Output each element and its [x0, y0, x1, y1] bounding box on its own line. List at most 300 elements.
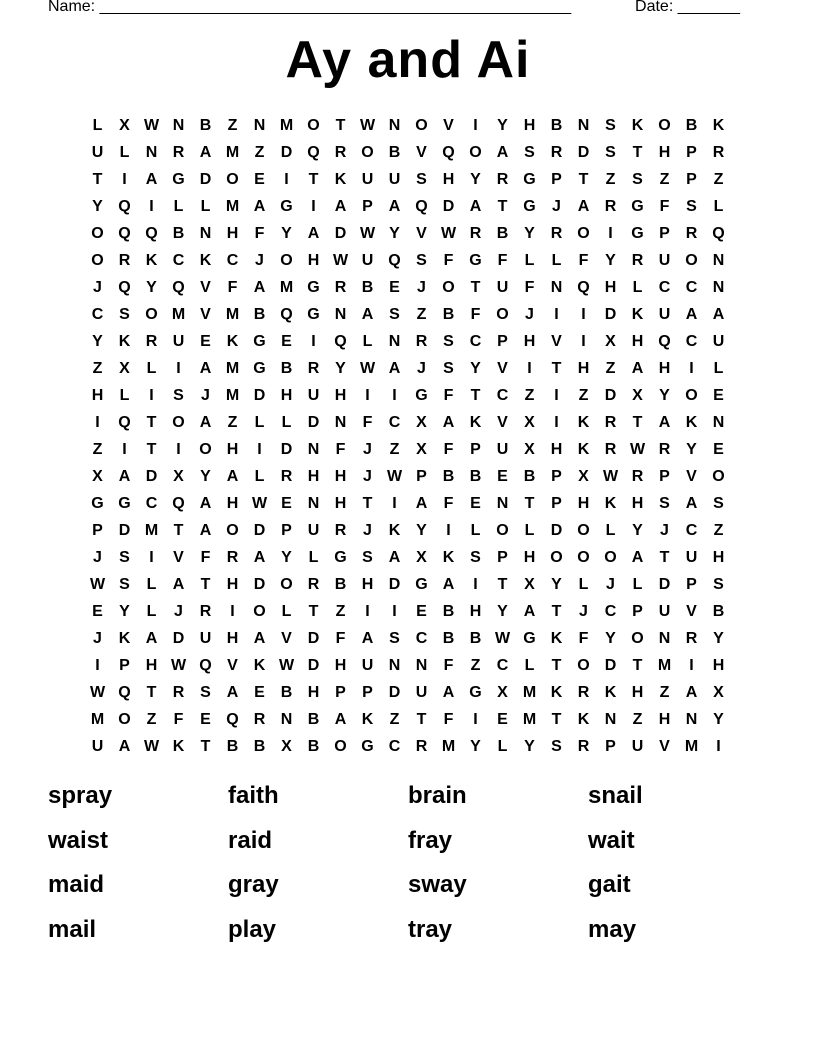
grid-letter[interactable]: Y	[524, 225, 535, 242]
grid-letter[interactable]: H	[280, 387, 293, 404]
grid-letter[interactable]: A	[199, 495, 212, 512]
grid-letter[interactable]: U	[658, 252, 671, 269]
grid-letter[interactable]: Y	[551, 576, 562, 593]
grid-letter[interactable]: C	[145, 495, 158, 512]
grid-letter[interactable]: L	[524, 657, 535, 674]
grid-letter[interactable]: I	[554, 414, 559, 431]
grid-letter[interactable]: V	[686, 603, 697, 620]
grid-letter[interactable]: F	[335, 441, 346, 458]
grid-letter[interactable]: O	[712, 468, 725, 485]
grid-letter[interactable]: U	[658, 603, 671, 620]
grid-letter[interactable]: J	[606, 576, 615, 593]
grid-letter[interactable]: Q	[172, 279, 185, 296]
grid-letter[interactable]: H	[91, 387, 104, 404]
grid-letter[interactable]: Y	[119, 603, 130, 620]
grid-letter[interactable]: W	[332, 252, 349, 269]
grid-letter[interactable]: W	[602, 468, 619, 485]
grid-letter[interactable]: H	[658, 711, 671, 728]
grid-letter[interactable]: F	[335, 630, 346, 647]
grid-letter[interactable]: I	[122, 171, 127, 188]
grid-letter[interactable]: T	[632, 414, 643, 431]
grid-letter[interactable]: D	[442, 198, 455, 215]
grid-letter[interactable]: G	[361, 738, 374, 755]
grid-letter[interactable]: A	[442, 684, 455, 701]
grid-letter[interactable]: E	[713, 387, 724, 404]
grid-letter[interactable]: B	[307, 711, 320, 728]
grid-letter[interactable]: K	[550, 684, 563, 701]
grid-letter[interactable]: B	[361, 279, 374, 296]
grid-letter[interactable]: C	[685, 522, 698, 539]
grid-letter[interactable]: T	[632, 144, 643, 161]
grid-letter[interactable]: Y	[497, 603, 508, 620]
grid-letter[interactable]: K	[712, 117, 725, 134]
grid-letter[interactable]: C	[496, 657, 509, 674]
grid-letter[interactable]: L	[605, 522, 616, 539]
grid-letter[interactable]: B	[496, 225, 509, 242]
grid-letter[interactable]: U	[361, 252, 374, 269]
grid-letter[interactable]: R	[550, 225, 563, 242]
grid-letter[interactable]: Z	[605, 360, 616, 377]
grid-letter[interactable]: C	[91, 306, 104, 323]
grid-letter[interactable]: S	[200, 684, 211, 701]
grid-letter[interactable]: F	[254, 225, 265, 242]
grid-letter[interactable]: U	[361, 657, 374, 674]
grid-letter[interactable]: F	[443, 657, 454, 674]
grid-letter[interactable]: I	[554, 306, 559, 323]
grid-letter[interactable]: K	[631, 306, 644, 323]
grid-letter[interactable]: N	[172, 117, 185, 134]
grid-letter[interactable]: H	[712, 549, 725, 566]
grid-letter[interactable]: U	[658, 306, 671, 323]
grid-letter[interactable]: G	[469, 684, 482, 701]
grid-letter[interactable]: O	[145, 306, 158, 323]
grid-letter[interactable]: O	[307, 117, 320, 134]
grid-letter[interactable]: H	[631, 333, 644, 350]
grid-letter[interactable]: X	[605, 333, 616, 350]
grid-letter[interactable]: U	[496, 279, 509, 296]
grid-letter[interactable]: K	[118, 333, 131, 350]
grid-letter[interactable]: J	[93, 549, 102, 566]
grid-letter[interactable]: B	[550, 117, 563, 134]
grid-letter[interactable]: W	[359, 225, 376, 242]
grid-letter[interactable]: F	[443, 711, 454, 728]
grid-letter[interactable]: T	[470, 279, 481, 296]
grid-letter[interactable]: N	[388, 333, 401, 350]
grid-letter[interactable]: I	[473, 576, 478, 593]
grid-letter[interactable]: M	[279, 117, 294, 134]
grid-letter[interactable]: G	[307, 279, 320, 296]
grid-letter[interactable]: A	[388, 198, 401, 215]
grid-letter[interactable]: T	[416, 711, 427, 728]
grid-letter[interactable]: C	[604, 603, 617, 620]
grid-letter[interactable]: A	[172, 576, 185, 593]
grid-letter[interactable]: X	[416, 441, 427, 458]
grid-letter[interactable]: Q	[712, 225, 725, 242]
grid-letter[interactable]: P	[335, 684, 346, 701]
grid-letter[interactable]: N	[577, 117, 590, 134]
grid-letter[interactable]: J	[93, 279, 102, 296]
grid-letter[interactable]: R	[334, 144, 347, 161]
grid-letter[interactable]: H	[226, 630, 239, 647]
grid-letter[interactable]: M	[522, 684, 537, 701]
grid-letter[interactable]: X	[632, 387, 643, 404]
grid-letter[interactable]: C	[388, 738, 401, 755]
grid-letter[interactable]: S	[632, 171, 643, 188]
grid-letter[interactable]: T	[308, 171, 319, 188]
grid-letter[interactable]: D	[604, 306, 617, 323]
grid-letter[interactable]: O	[442, 279, 455, 296]
grid-letter[interactable]: N	[280, 711, 293, 728]
grid-letter[interactable]: L	[713, 360, 724, 377]
grid-letter[interactable]: F	[497, 252, 508, 269]
grid-letter[interactable]: T	[200, 576, 211, 593]
grid-letter[interactable]: K	[145, 252, 158, 269]
grid-letter[interactable]: J	[525, 306, 534, 323]
grid-letter[interactable]: F	[578, 630, 589, 647]
grid-letter[interactable]: G	[415, 576, 428, 593]
grid-letter[interactable]: K	[226, 333, 239, 350]
grid-letter[interactable]: Z	[389, 441, 400, 458]
grid-letter[interactable]: T	[632, 657, 643, 674]
grid-letter[interactable]: Y	[713, 711, 724, 728]
grid-letter[interactable]: U	[631, 738, 644, 755]
grid-letter[interactable]: D	[172, 630, 185, 647]
grid-letter[interactable]: R	[199, 603, 212, 620]
grid-letter[interactable]: A	[685, 684, 698, 701]
grid-letter[interactable]: O	[496, 522, 509, 539]
grid-letter[interactable]: R	[307, 360, 320, 377]
grid-letter[interactable]: N	[253, 117, 266, 134]
grid-letter[interactable]: G	[415, 387, 428, 404]
grid-letter[interactable]: M	[90, 711, 105, 728]
date-field[interactable]: Date: _______	[635, 0, 740, 15]
grid-letter[interactable]: G	[523, 171, 536, 188]
grid-letter[interactable]: G	[523, 198, 536, 215]
grid-letter[interactable]: P	[362, 198, 373, 215]
grid-letter[interactable]: K	[604, 684, 617, 701]
grid-letter[interactable]: T	[308, 603, 319, 620]
grid-letter[interactable]: G	[334, 549, 347, 566]
grid-letter[interactable]: X	[119, 117, 130, 134]
grid-letter[interactable]: H	[577, 360, 590, 377]
grid-letter[interactable]: R	[172, 144, 185, 161]
grid-letter[interactable]: M	[225, 198, 240, 215]
grid-letter[interactable]: A	[226, 468, 239, 485]
grid-letter[interactable]: T	[146, 684, 157, 701]
grid-letter[interactable]: D	[307, 414, 320, 431]
grid-letter[interactable]: I	[392, 387, 397, 404]
grid-letter[interactable]: Q	[658, 333, 671, 350]
grid-letter[interactable]: E	[497, 468, 508, 485]
grid-letter[interactable]: U	[712, 333, 725, 350]
grid-letter[interactable]: B	[442, 306, 455, 323]
grid-letter[interactable]: Q	[118, 225, 131, 242]
grid-letter[interactable]: J	[552, 198, 561, 215]
grid-letter[interactable]: D	[253, 522, 266, 539]
grid-letter[interactable]: O	[334, 738, 347, 755]
grid-letter[interactable]: A	[442, 414, 455, 431]
grid-letter[interactable]: M	[225, 387, 240, 404]
grid-letter[interactable]: X	[173, 468, 184, 485]
grid-letter[interactable]: V	[497, 360, 508, 377]
grid-letter[interactable]: T	[92, 171, 103, 188]
grid-letter[interactable]: N	[658, 630, 671, 647]
grid-letter[interactable]: K	[577, 441, 590, 458]
grid-letter[interactable]: H	[307, 468, 320, 485]
grid-letter[interactable]: I	[311, 333, 316, 350]
grid-letter[interactable]: F	[524, 279, 535, 296]
grid-letter[interactable]: R	[118, 252, 131, 269]
grid-letter[interactable]: K	[172, 738, 185, 755]
grid-letter[interactable]: K	[469, 414, 482, 431]
grid-letter[interactable]: Y	[632, 522, 643, 539]
grid-letter[interactable]: S	[551, 738, 562, 755]
grid-letter[interactable]: T	[362, 495, 373, 512]
grid-letter[interactable]: P	[605, 738, 616, 755]
grid-letter[interactable]: H	[307, 684, 320, 701]
grid-letter[interactable]: L	[308, 549, 319, 566]
grid-letter[interactable]: N	[712, 414, 725, 431]
grid-letter[interactable]: M	[684, 738, 699, 755]
grid-letter[interactable]: G	[307, 306, 320, 323]
grid-letter[interactable]: B	[469, 630, 482, 647]
grid-letter[interactable]: T	[497, 198, 508, 215]
grid-letter[interactable]: J	[417, 360, 426, 377]
grid-letter[interactable]: Z	[227, 117, 238, 134]
grid-letter[interactable]: I	[149, 387, 154, 404]
grid-letter[interactable]: P	[416, 468, 427, 485]
grid-letter[interactable]: I	[446, 522, 451, 539]
grid-letter[interactable]: T	[551, 711, 562, 728]
grid-letter[interactable]: V	[200, 306, 211, 323]
grid-letter[interactable]: P	[551, 171, 562, 188]
grid-letter[interactable]: Q	[307, 144, 320, 161]
grid-letter[interactable]: H	[604, 279, 617, 296]
grid-letter[interactable]: S	[713, 576, 724, 593]
grid-letter[interactable]: H	[334, 495, 347, 512]
grid-letter[interactable]: Y	[524, 738, 535, 755]
grid-letter[interactable]: O	[685, 252, 698, 269]
grid-letter[interactable]: H	[226, 225, 239, 242]
grid-letter[interactable]: V	[416, 144, 427, 161]
grid-letter[interactable]: R	[685, 630, 698, 647]
grid-letter[interactable]: P	[632, 603, 643, 620]
grid-letter[interactable]: H	[334, 387, 347, 404]
grid-letter[interactable]: R	[631, 252, 644, 269]
grid-letter[interactable]: Z	[713, 171, 724, 188]
grid-letter[interactable]: I	[365, 387, 370, 404]
grid-letter[interactable]: W	[143, 117, 160, 134]
grid-letter[interactable]: Z	[227, 414, 238, 431]
grid-letter[interactable]: H	[523, 117, 536, 134]
grid-letter[interactable]: H	[469, 603, 482, 620]
grid-letter[interactable]: B	[253, 306, 266, 323]
grid-letter[interactable]: D	[253, 576, 266, 593]
grid-letter[interactable]: F	[443, 252, 454, 269]
name-field[interactable]: Name: _____________________________________________________	[48, 0, 572, 15]
grid-letter[interactable]: S	[389, 630, 400, 647]
grid-letter[interactable]: A	[334, 198, 347, 215]
grid-letter[interactable]: W	[251, 495, 268, 512]
grid-letter[interactable]: J	[417, 279, 426, 296]
grid-letter[interactable]: Y	[713, 630, 724, 647]
grid-letter[interactable]: F	[200, 549, 211, 566]
grid-letter[interactable]: K	[118, 630, 131, 647]
grid-letter[interactable]: Y	[200, 468, 211, 485]
grid-letter[interactable]: D	[550, 522, 563, 539]
grid-letter[interactable]: G	[523, 630, 536, 647]
grid-letter[interactable]: X	[524, 441, 535, 458]
grid-letter[interactable]: E	[92, 603, 103, 620]
grid-letter[interactable]: Y	[470, 360, 481, 377]
grid-letter[interactable]: U	[496, 441, 509, 458]
grid-letter[interactable]: S	[362, 549, 373, 566]
grid-letter[interactable]: V	[173, 549, 184, 566]
grid-letter[interactable]: V	[659, 738, 670, 755]
grid-letter[interactable]: A	[577, 198, 590, 215]
grid-letter[interactable]: Q	[145, 225, 158, 242]
grid-letter[interactable]: V	[497, 414, 508, 431]
grid-letter[interactable]: X	[416, 414, 427, 431]
grid-letter[interactable]: E	[497, 711, 508, 728]
grid-letter[interactable]: W	[386, 468, 403, 485]
grid-letter[interactable]: O	[496, 306, 509, 323]
grid-letter[interactable]: K	[442, 549, 455, 566]
grid-letter[interactable]: I	[392, 495, 397, 512]
grid-letter[interactable]: R	[631, 468, 644, 485]
grid-letter[interactable]: D	[118, 522, 131, 539]
grid-letter[interactable]: X	[578, 468, 589, 485]
grid-letter[interactable]: O	[91, 252, 104, 269]
grid-letter[interactable]: N	[712, 279, 725, 296]
grid-letter[interactable]: G	[631, 198, 644, 215]
grid-letter[interactable]: J	[363, 441, 372, 458]
grid-letter[interactable]: O	[91, 225, 104, 242]
grid-letter[interactable]: Z	[92, 441, 103, 458]
grid-letter[interactable]: R	[280, 468, 293, 485]
grid-letter[interactable]: L	[281, 603, 292, 620]
grid-letter[interactable]: O	[118, 711, 131, 728]
grid-letter[interactable]: P	[92, 522, 103, 539]
grid-letter[interactable]: N	[550, 279, 563, 296]
grid-letter[interactable]: D	[658, 576, 671, 593]
grid-letter[interactable]: G	[469, 252, 482, 269]
grid-letter[interactable]: T	[200, 738, 211, 755]
grid-letter[interactable]: X	[524, 414, 535, 431]
grid-letter[interactable]: R	[226, 549, 239, 566]
grid-letter[interactable]: L	[146, 360, 157, 377]
grid-letter[interactable]: N	[388, 657, 401, 674]
grid-letter[interactable]: M	[225, 360, 240, 377]
grid-letter[interactable]: A	[415, 495, 428, 512]
grid-letter[interactable]: C	[496, 387, 509, 404]
grid-letter[interactable]: N	[604, 711, 617, 728]
grid-letter[interactable]: O	[280, 576, 293, 593]
grid-letter[interactable]: W	[143, 738, 160, 755]
grid-letter[interactable]: E	[713, 441, 724, 458]
grid-letter[interactable]: L	[713, 198, 724, 215]
grid-letter[interactable]: O	[172, 414, 185, 431]
grid-letter[interactable]: T	[470, 387, 481, 404]
grid-letter[interactable]: R	[415, 333, 428, 350]
grid-letter[interactable]: U	[388, 171, 401, 188]
grid-letter[interactable]: I	[527, 360, 532, 377]
grid-letter[interactable]: M	[657, 657, 672, 674]
grid-letter[interactable]: Q	[415, 198, 428, 215]
grid-letter[interactable]: G	[172, 171, 185, 188]
grid-letter[interactable]: G	[253, 360, 266, 377]
grid-letter[interactable]: S	[605, 144, 616, 161]
grid-letter[interactable]: V	[686, 468, 697, 485]
grid-letter[interactable]: J	[363, 522, 372, 539]
grid-letter[interactable]: B	[442, 468, 455, 485]
grid-letter[interactable]: A	[253, 198, 266, 215]
grid-letter[interactable]: F	[173, 711, 184, 728]
grid-letter[interactable]: Y	[497, 117, 508, 134]
grid-letter[interactable]: M	[441, 738, 456, 755]
grid-letter[interactable]: E	[281, 333, 292, 350]
grid-letter[interactable]: Y	[335, 360, 346, 377]
grid-letter[interactable]: D	[604, 657, 617, 674]
grid-letter[interactable]: A	[496, 144, 509, 161]
grid-letter[interactable]: O	[577, 657, 590, 674]
grid-letter[interactable]: T	[524, 495, 535, 512]
grid-letter[interactable]: O	[685, 387, 698, 404]
grid-letter[interactable]: O	[577, 549, 590, 566]
grid-letter[interactable]: Z	[146, 711, 157, 728]
grid-letter[interactable]: Y	[389, 225, 400, 242]
grid-letter[interactable]: Z	[713, 522, 724, 539]
grid-letter[interactable]: X	[119, 360, 130, 377]
grid-letter[interactable]: C	[685, 279, 698, 296]
grid-letter[interactable]: Y	[92, 333, 103, 350]
grid-letter[interactable]: U	[307, 522, 320, 539]
grid-letter[interactable]: E	[416, 603, 427, 620]
grid-letter[interactable]: S	[119, 576, 130, 593]
grid-letter[interactable]: S	[119, 549, 130, 566]
grid-letter[interactable]: U	[91, 738, 104, 755]
grid-letter[interactable]: H	[550, 441, 563, 458]
grid-letter[interactable]: O	[199, 441, 212, 458]
grid-letter[interactable]: B	[307, 738, 320, 755]
grid-letter[interactable]: K	[253, 657, 266, 674]
grid-letter[interactable]: O	[415, 117, 428, 134]
grid-letter[interactable]: L	[254, 468, 265, 485]
grid-letter[interactable]: A	[253, 630, 266, 647]
grid-letter[interactable]: L	[173, 198, 184, 215]
grid-letter[interactable]: Y	[470, 171, 481, 188]
grid-letter[interactable]: R	[604, 198, 617, 215]
grid-letter[interactable]: S	[659, 495, 670, 512]
grid-letter[interactable]: R	[577, 738, 590, 755]
grid-letter[interactable]: B	[523, 468, 536, 485]
grid-letter[interactable]: L	[119, 387, 130, 404]
grid-letter[interactable]: U	[91, 144, 104, 161]
grid-letter[interactable]: E	[470, 495, 481, 512]
grid-letter[interactable]: G	[118, 495, 131, 512]
grid-letter[interactable]: A	[145, 171, 158, 188]
grid-letter[interactable]: A	[523, 603, 536, 620]
grid-letter[interactable]: W	[629, 441, 646, 458]
grid-letter[interactable]: L	[281, 414, 292, 431]
grid-letter[interactable]: A	[199, 414, 212, 431]
grid-letter[interactable]: T	[497, 576, 508, 593]
grid-letter[interactable]: P	[659, 468, 670, 485]
grid-letter[interactable]: P	[497, 549, 508, 566]
grid-letter[interactable]: T	[659, 549, 670, 566]
grid-letter[interactable]: E	[389, 279, 400, 296]
grid-letter[interactable]: H	[442, 171, 455, 188]
